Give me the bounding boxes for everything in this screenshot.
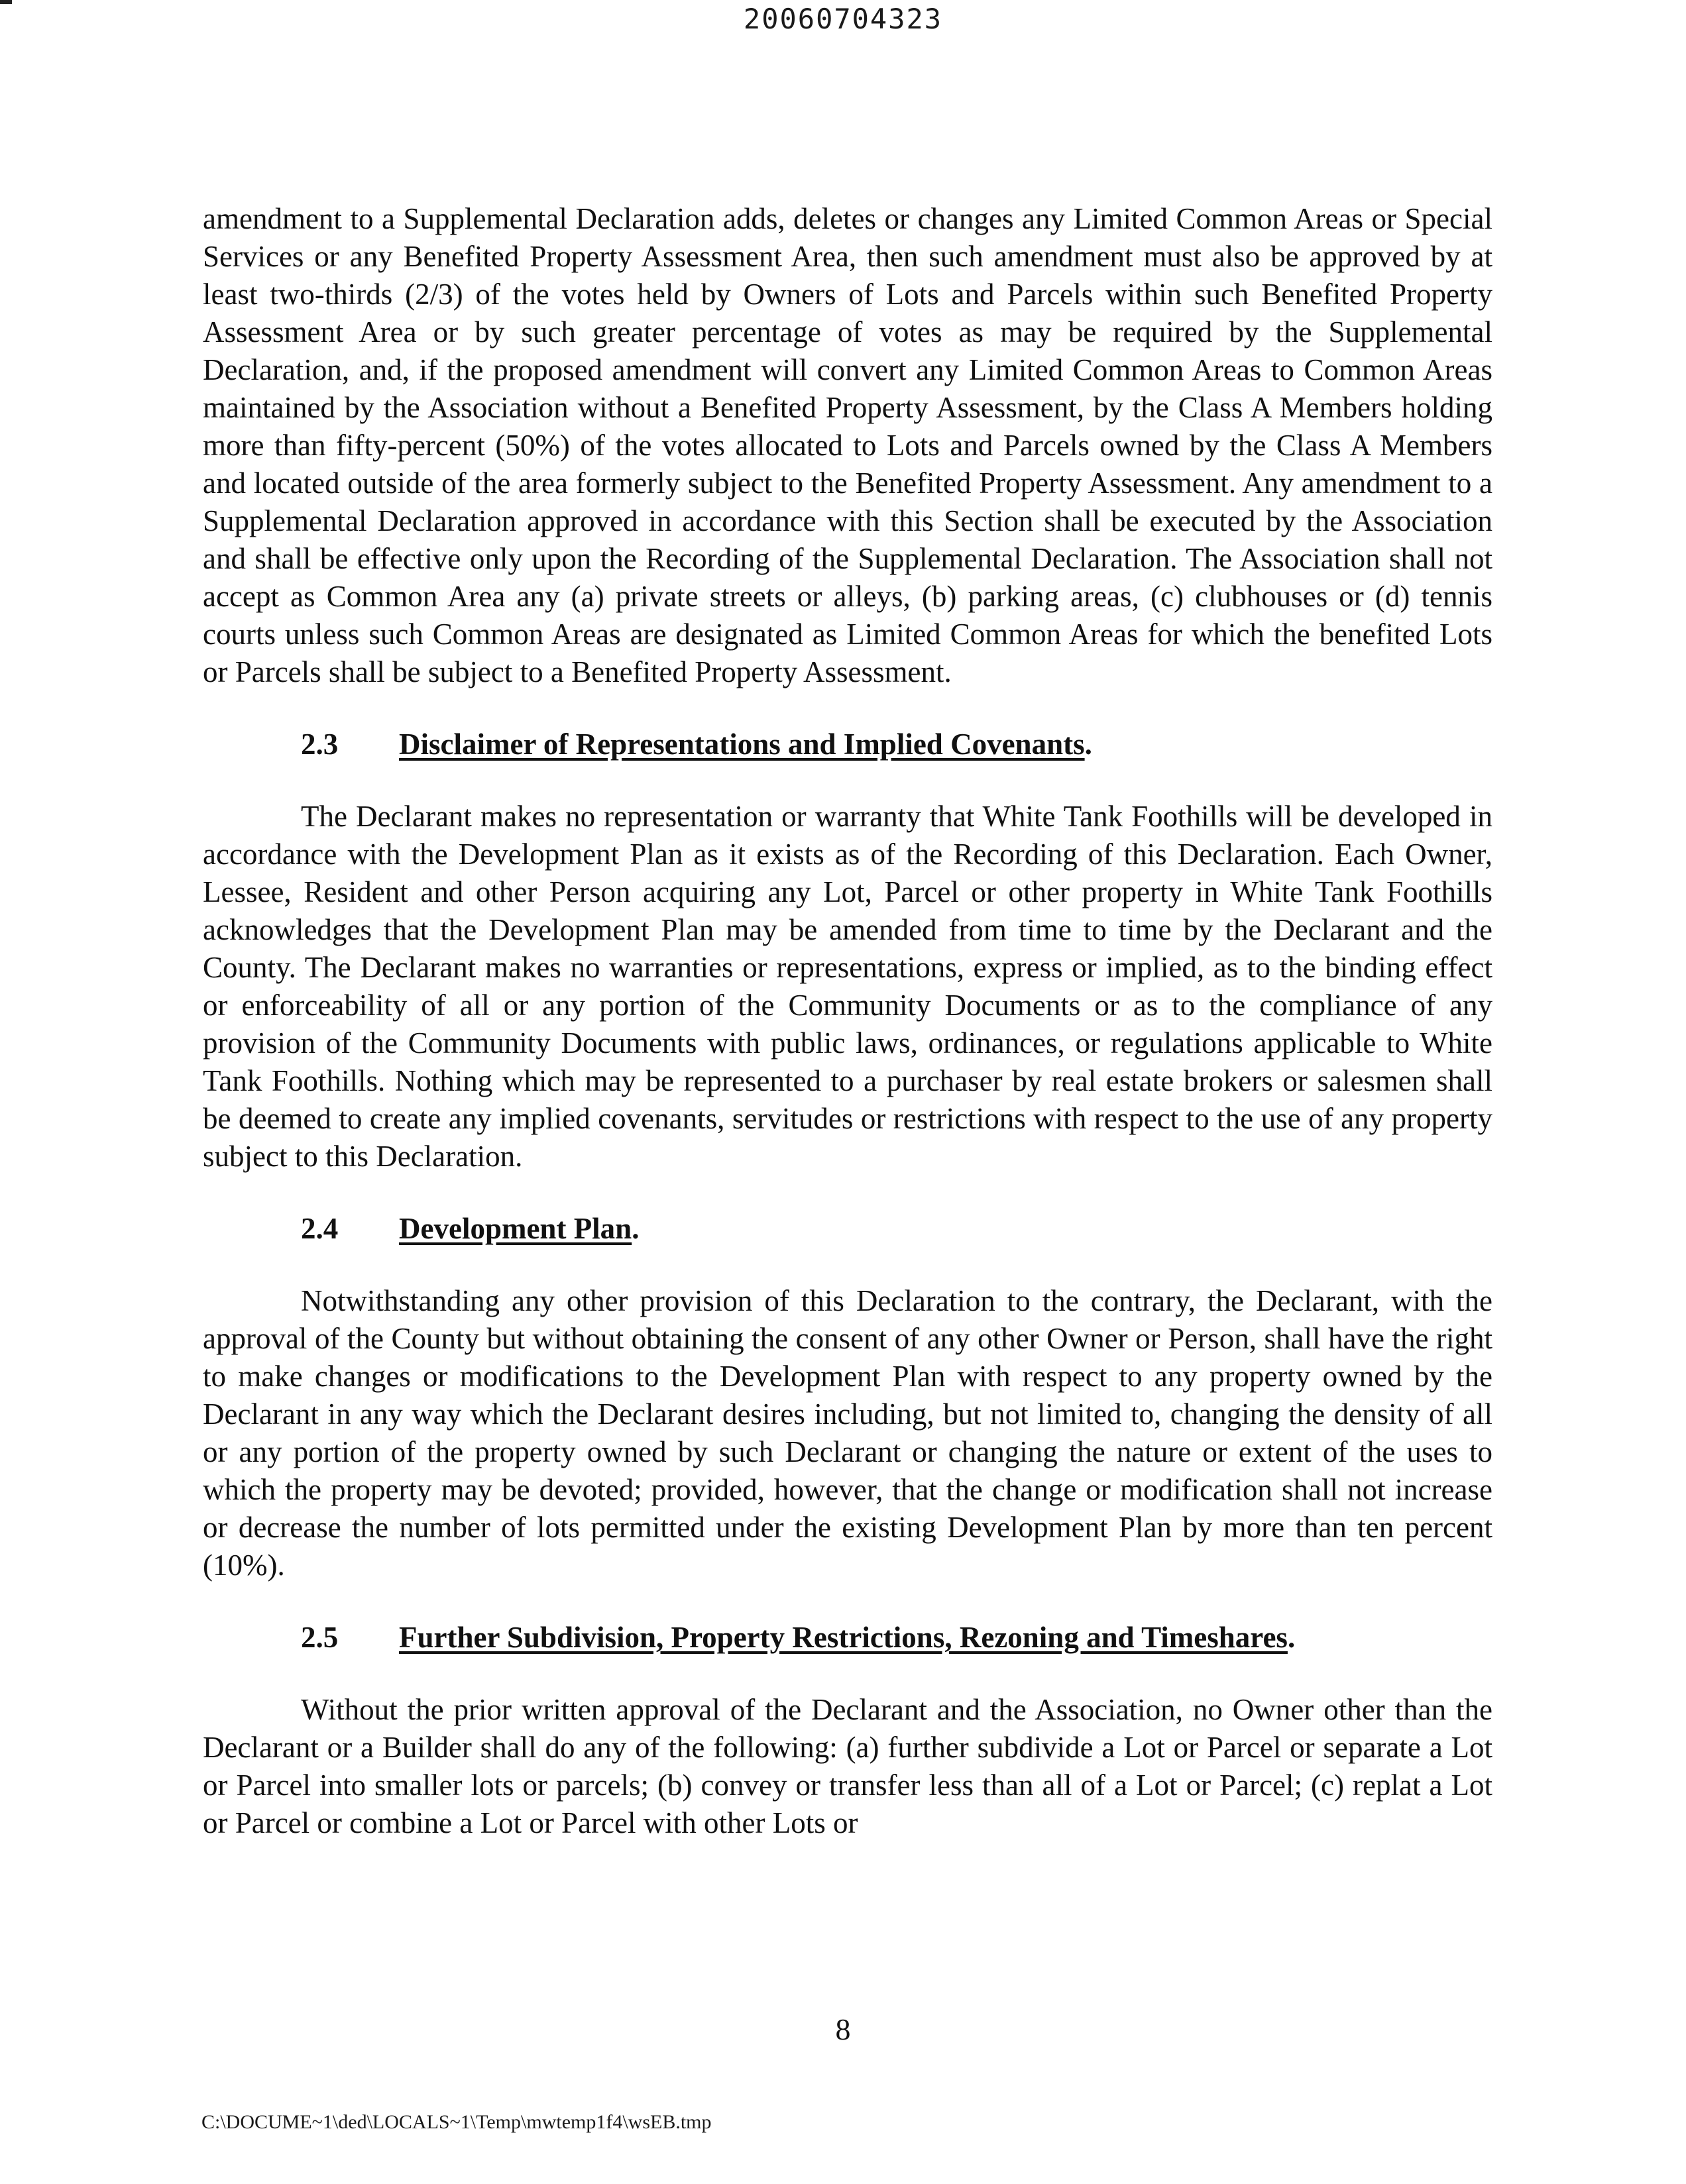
document-number: 20060704323 [743,3,943,35]
section-number: 2.5 [301,1621,339,1654]
heading-period: . [632,1212,640,1245]
section-number: 2.4 [301,1212,339,1245]
section-title: Disclaimer of Representations and Implied Covenants [399,728,1085,761]
document-body [203,200,1492,1842]
section-paragraph-2-3: The Declarant makes no representation or warranty that White Tank Foothills will be developed in accordance with the Development Plan as it exists as of the Recording of this Declaration. Each Owner, Lessee, Resident and other Person acquiring any Lot, Parcel or other property in White Tank Foothills acknowledges that the Development Plan may be amended from time to time by the Declarant and the County. The Declarant makes no warranties or representations, express or implied, as to the binding effect or enforceability of all or any portion of the Community Documents or as to the compliance of any provision of the Community Documents with public laws, ordinances, or regulations applicable to White Tank Foothills. Nothing which may be represented to a purchaser by real estate brokers or salesmen shall be deemed to create any implied covenants, servitudes or restrictions with respect to the use of any property subject to this Declaration. [203,800,1492,1173]
heading-period: . [1084,728,1092,761]
section-paragraph-2-4: Notwithstanding any other provision of this Declaration to the contrary, the Declarant, with the approval of the County but without obtaining the consent of any other Owner or Person, shall have the right to make changes or modifications to the Development Plan with respect to any property owned by the Declarant in any way which the Declarant desires including, but not limited to, changing the density of all or any portion of the property owned by such Declarant or changing the nature or extent of the uses to which the property may be devoted; provided, however, that the change or modification shall not increase or decrease the number of lots permitted under the existing Development Plan by more than ten percent (10%). [203,1284,1492,1582]
continuation-paragraph: amendment to a Supplemental Declaration adds, deletes or changes any Limited Common Areas or Special Services or any Benefited Property Assessment Area, then such amendment must also be approved by at least two-thirds (2/3) of the votes held by Owners of Lots and Parcels within such Benefited Property Assessment Area or by such greater percentage of votes as may be required by the Supplemental Declaration, and, if the proposed amendment will convert any Limited Common Areas to Common Areas maintained by the Association without a Benefited Property Assessment, by the Class A Members holding more than fifty-percent (50%) of the votes allocated to Lots and Parcels owned by the Class A Members and located outside of the area formerly subject to the Benefited Property Assessment. Any amendment to a Supplemental Declaration approved in accordance with this Section shall be executed by the Association and shall be effective only upon the Recording of the Supplemental Declaration. The Association shall not accept as Common Area any (a) private streets or alleys, (b) parking areas, (c) clubhouses or (d) tennis courts unless such Common Areas are designated as Limited Common Areas for which the benefited Lots or Parcels shall be subject to a Benefited Property Assessment. [203,202,1492,688]
section-paragraph-2-5: Without the prior written approval of the Declarant and the Association, no Owner other than the Declarant or a Builder shall do any of the following: (a) further subdivide a Lot or Parcel or separate a Lot or Parcel into smaller lots or parcels; (b) convey or transfer less than all of a Lot or Parcel; (c) replat a Lot or Parcel or combine a Lot or Parcel with other Lots or [203,1693,1492,1839]
footer-file-path: C:\DOCUME~1\ded\LOCALS~1\Temp\mwtemp1f4\wsEB.tmp [201,2111,712,2133]
section-title: Development Plan [399,1212,632,1245]
section-heading-2-5 [203,1619,1492,1657]
section-number: 2.3 [301,728,339,761]
section-heading-2-4 [203,1210,1492,1248]
section-title: Further Subdivision, Property Restrictions, Rezoning and Timeshares [399,1621,1288,1654]
section-heading-2-3 [203,726,1492,763]
heading-period: . [1287,1621,1296,1654]
page-number: 8 [835,2012,851,2046]
